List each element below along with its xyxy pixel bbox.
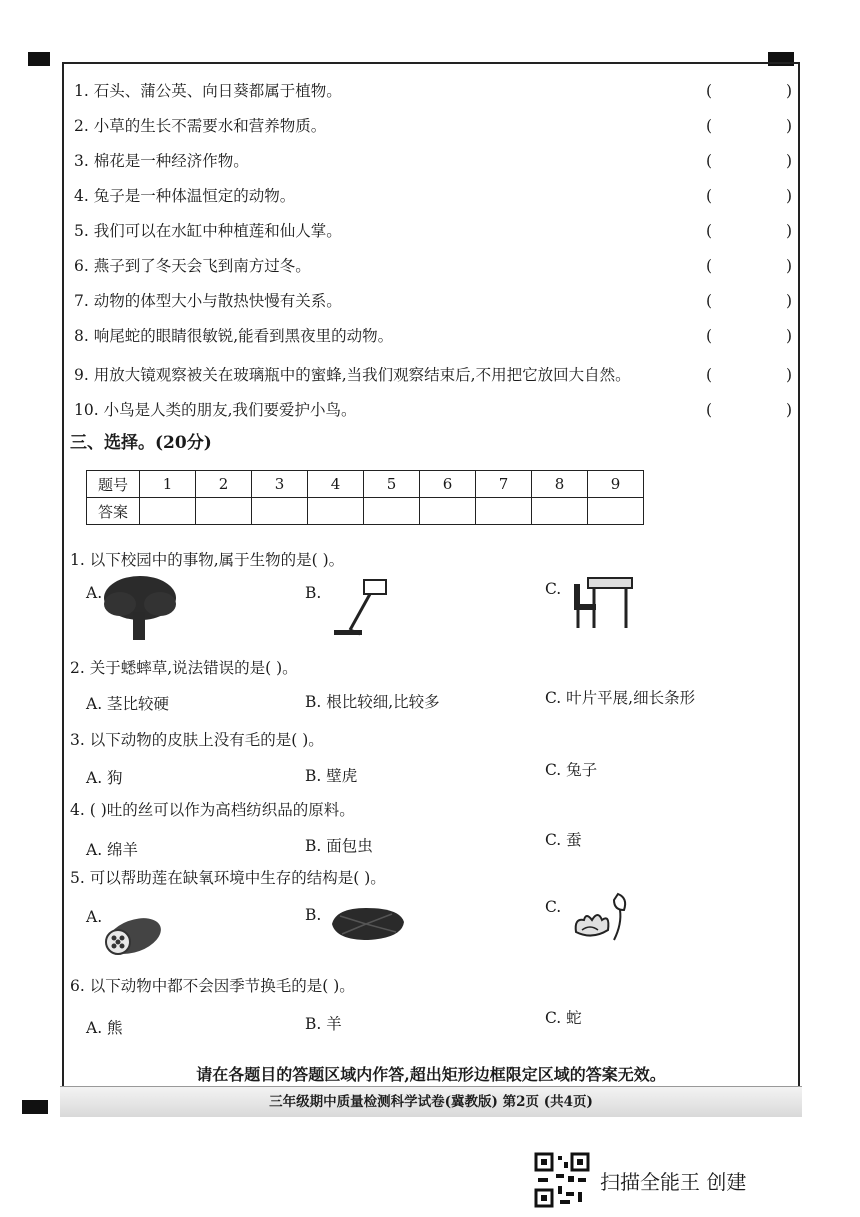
answer-cell[interactable] (196, 498, 252, 525)
option-b[interactable]: B. 面包虫 (305, 837, 373, 855)
answer-cell[interactable] (476, 498, 532, 525)
answer-table (86, 470, 644, 525)
registration-mark-top-left (28, 52, 50, 66)
option-c-label[interactable]: C. (545, 580, 562, 598)
item-text: 9. 用放大镜观察被关在玻璃瓶中的蜜蜂,当我们观察结束后,不用把它放回大自然。 (74, 366, 631, 384)
option-c[interactable]: C. 蚕 (545, 831, 582, 849)
table-cell: 6 (420, 471, 476, 498)
question-3: 3. 以下动物的皮肤上没有毛的是( )。 (70, 731, 324, 749)
lotus-leaf-icon (326, 904, 408, 944)
option-b[interactable]: B. 壁虎 (305, 767, 358, 785)
table-cell: 1 (140, 471, 196, 498)
answer-parentheses[interactable]: ( ) (706, 366, 792, 384)
table-cell: 7 (476, 471, 532, 498)
true-false-item (74, 148, 794, 174)
question-2: 2. 关于蟋蟀草,说法错误的是( )。 (70, 659, 298, 677)
answer-area-notice: 请在各题目的答题区域内作答,超出矩形边框限定区域的答案无效。 (196, 1065, 666, 1084)
true-false-item (74, 78, 794, 104)
answer-parentheses[interactable]: ( ) (706, 257, 792, 275)
item-text: 10. 小鸟是人类的朋友,我们要爱护小鸟。 (74, 401, 357, 419)
true-false-item (74, 253, 794, 279)
true-false-item (74, 323, 794, 349)
item-text: 7. 动物的体型大小与散热快慢有关系。 (74, 292, 342, 310)
table-cell: 3 (252, 471, 308, 498)
registration-mark-bottom-left (22, 1100, 48, 1114)
item-text: 8. 响尾蛇的眼睛很敏锐,能看到黑夜里的动物。 (74, 327, 394, 345)
option-a[interactable]: A. 绵羊 (86, 841, 139, 859)
question-5: 5. 可以帮助莲在缺氧环境中生存的结构是( )。 (70, 869, 386, 887)
true-false-item (74, 288, 794, 314)
section-title: 三、选择。(20分) (70, 433, 212, 453)
option-a-label[interactable]: A. (86, 584, 103, 602)
true-false-item (74, 183, 794, 209)
table-cell: 9 (588, 471, 644, 498)
option-b-label[interactable]: B. (305, 584, 322, 602)
table-cell: 8 (532, 471, 588, 498)
answer-cell[interactable] (252, 498, 308, 525)
question-4: 4. ( )吐的丝可以作为高档纺织品的原料。 (70, 801, 355, 819)
item-text: 5. 我们可以在水缸中种植莲和仙人掌。 (74, 222, 342, 240)
answer-parentheses[interactable]: ( ) (706, 327, 792, 345)
item-text: 3. 棉花是一种经济作物。 (74, 152, 249, 170)
answer-parentheses[interactable]: ( ) (706, 292, 792, 310)
item-text: 1. 石头、蒲公英、向日葵都属于植物。 (74, 82, 342, 100)
true-false-item (74, 218, 794, 244)
scanner-watermark: 扫描全能王 创建 (600, 1170, 747, 1194)
table-header-cell: 答案 (87, 498, 140, 525)
answer-parentheses[interactable]: ( ) (706, 82, 792, 100)
table-row (87, 498, 644, 525)
option-a[interactable]: A. 狗 (86, 769, 123, 787)
option-b-label[interactable]: B. (305, 906, 322, 924)
table-cell: 2 (196, 471, 252, 498)
table-header-cell: 题号 (87, 471, 140, 498)
answer-cell[interactable] (308, 498, 364, 525)
answer-parentheses[interactable]: ( ) (706, 117, 792, 135)
table-cell: 4 (308, 471, 364, 498)
option-a[interactable]: A. 茎比较硬 (86, 695, 170, 713)
page-footer-title: 三年级期中质量检测科学试卷(冀教版) 第2页 (共4页) (269, 1094, 593, 1110)
answer-parentheses[interactable]: ( ) (706, 222, 792, 240)
option-a[interactable]: A. 熊 (86, 1019, 123, 1037)
option-a-label[interactable]: A. (86, 908, 103, 926)
table-row (87, 471, 644, 498)
item-text: 6. 燕子到了冬天会飞到南方过冬。 (74, 257, 311, 275)
answer-cell[interactable] (364, 498, 420, 525)
true-false-item (74, 113, 794, 139)
answer-parentheses[interactable]: ( ) (706, 152, 792, 170)
tree-icon (100, 574, 180, 644)
answer-cell[interactable] (140, 498, 196, 525)
desk-chair-icon (570, 572, 636, 632)
answer-cell[interactable] (588, 498, 644, 525)
basketball-hoop-icon (330, 578, 390, 638)
table-cell: 5 (364, 471, 420, 498)
question-6: 6. 以下动物中都不会因季节换毛的是( )。 (70, 977, 355, 995)
question-1: 1. 以下校园中的事物,属于生物的是( )。 (70, 551, 345, 569)
item-text: 2. 小草的生长不需要水和营养物质。 (74, 117, 327, 135)
true-false-item (74, 362, 794, 388)
item-text: 4. 兔子是一种体温恒定的动物。 (74, 187, 296, 205)
lotus-root-icon (104, 908, 166, 960)
true-false-item (74, 397, 794, 423)
option-c[interactable]: C. 蛇 (545, 1009, 582, 1027)
option-c[interactable]: C. 兔子 (545, 761, 598, 779)
answer-cell[interactable] (420, 498, 476, 525)
option-b[interactable]: B. 根比较细,比较多 (305, 693, 440, 711)
option-b[interactable]: B. 羊 (305, 1015, 342, 1033)
answer-cell[interactable] (532, 498, 588, 525)
answer-parentheses[interactable]: ( ) (706, 401, 792, 419)
lotus-flower-icon (568, 890, 638, 946)
answer-parentheses[interactable]: ( ) (706, 187, 792, 205)
option-c[interactable]: C. 叶片平展,细长条形 (545, 689, 696, 707)
option-c-label[interactable]: C. (545, 898, 562, 916)
qr-code-icon (534, 1152, 590, 1208)
